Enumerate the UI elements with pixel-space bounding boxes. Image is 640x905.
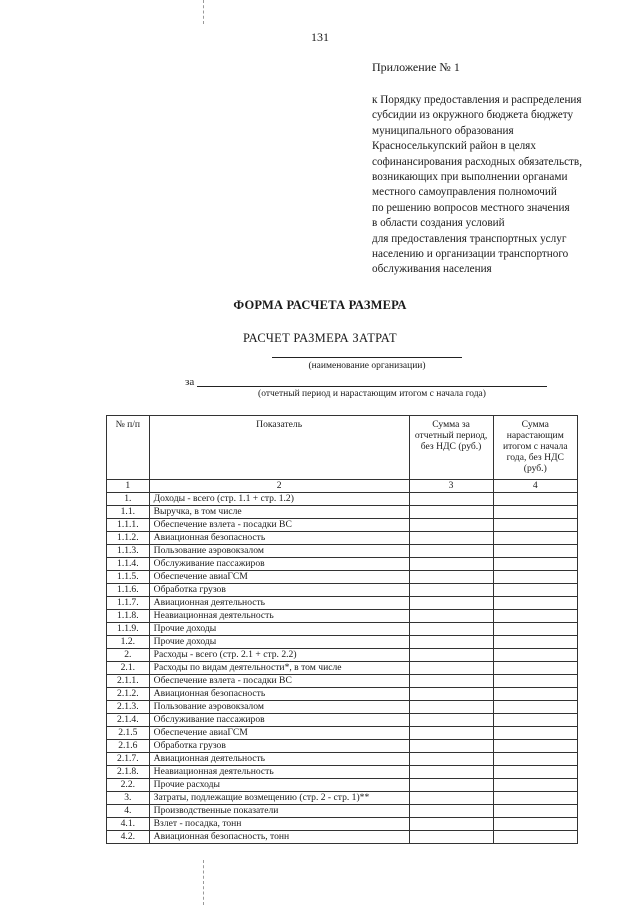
ytd-sum-cell[interactable] <box>493 766 577 779</box>
organization-caption: (наименование организации) <box>308 361 426 371</box>
table-row <box>107 805 578 818</box>
row-indicator: Обеспечение взлета - посадки ВС <box>149 675 409 688</box>
row-index: 2.1.7. <box>107 753 150 766</box>
row-index: 4.2. <box>107 831 150 844</box>
row-indicator: Выручка, в том числе <box>149 506 409 519</box>
column-number-row <box>107 480 578 493</box>
appendix-line: по решению вопросов местного значения <box>372 201 570 214</box>
appendix-line: субсидии из окружного бюджета бюджету <box>372 109 574 122</box>
row-index: 1.1.4. <box>107 558 150 571</box>
period-sum-cell[interactable] <box>409 636 493 649</box>
ytd-sum-cell[interactable] <box>493 519 577 532</box>
binding-mark-top <box>203 0 204 24</box>
ytd-sum-cell[interactable] <box>493 792 577 805</box>
row-index: 2. <box>107 649 150 662</box>
appendix-line: в области создания условий <box>372 217 505 230</box>
row-indicator: Прочие доходы <box>149 623 409 636</box>
row-index: 1. <box>107 493 150 506</box>
table-row <box>107 688 578 701</box>
row-index: 1.2. <box>107 636 150 649</box>
ytd-sum-cell[interactable] <box>493 506 577 519</box>
period-sum-cell[interactable] <box>409 831 493 844</box>
ytd-sum-cell[interactable] <box>493 623 577 636</box>
row-indicator: Обеспечение авиаГСМ <box>149 727 409 740</box>
period-sum-cell[interactable] <box>409 818 493 831</box>
period-sum-cell[interactable] <box>409 753 493 766</box>
table-row <box>107 675 578 688</box>
ytd-sum-cell[interactable] <box>493 571 577 584</box>
period-sum-cell[interactable] <box>409 584 493 597</box>
organization-name-line <box>272 357 462 358</box>
table-row <box>107 740 578 753</box>
row-index: 2.1.5 <box>107 727 150 740</box>
period-sum-cell[interactable] <box>409 727 493 740</box>
row-index: 2.1.8. <box>107 766 150 779</box>
row-indicator: Неавиационная деятельность <box>149 766 409 779</box>
period-sum-cell[interactable] <box>409 519 493 532</box>
table-row <box>107 766 578 779</box>
ytd-sum-cell[interactable] <box>493 636 577 649</box>
ytd-sum-cell[interactable] <box>493 649 577 662</box>
row-indicator: Авиационная безопасность <box>149 532 409 545</box>
table-row <box>107 831 578 844</box>
appendix-line: обслуживания населения <box>372 263 492 276</box>
row-index: 2.1.6 <box>107 740 150 753</box>
period-label: за <box>185 376 195 388</box>
row-index: 2.1.4. <box>107 714 150 727</box>
ytd-sum-cell[interactable] <box>493 805 577 818</box>
ytd-sum-cell[interactable] <box>493 493 577 506</box>
appendix-line: Красноселькупский район в целях <box>372 140 536 153</box>
header-ytd-sum: Сумма нарастающим итогом с начала года, без НДС (руб.) <box>493 416 577 480</box>
row-indicator: Обслуживание пассажиров <box>149 558 409 571</box>
form-title: ФОРМА РАСЧЕТА РАЗМЕРА <box>233 298 407 312</box>
column-number: 1 <box>107 480 150 493</box>
table-row <box>107 636 578 649</box>
period-sum-cell[interactable] <box>409 571 493 584</box>
ytd-sum-cell[interactable] <box>493 740 577 753</box>
row-index: 1.1.2. <box>107 532 150 545</box>
ytd-sum-cell[interactable] <box>493 818 577 831</box>
table-row <box>107 558 578 571</box>
binding-mark-bottom <box>203 860 204 905</box>
page-number: 131 <box>311 30 329 44</box>
period-sum-cell[interactable] <box>409 493 493 506</box>
period-sum-cell[interactable] <box>409 532 493 545</box>
table-row <box>107 701 578 714</box>
ytd-sum-cell[interactable] <box>493 545 577 558</box>
row-index: 1.1.5. <box>107 571 150 584</box>
table-row <box>107 649 578 662</box>
row-index: 1.1.6. <box>107 584 150 597</box>
ytd-sum-cell[interactable] <box>493 662 577 675</box>
appendix-line: возникающих при выполнении органами <box>372 171 568 184</box>
appendix-text <box>372 93 634 278</box>
table-row <box>107 519 578 532</box>
table-row <box>107 571 578 584</box>
ytd-sum-cell[interactable] <box>493 584 577 597</box>
period-caption: (отчетный период и нарастающим итогом с начала года) <box>258 389 486 399</box>
table-row <box>107 532 578 545</box>
table-header-row <box>107 416 578 480</box>
period-sum-cell[interactable] <box>409 688 493 701</box>
row-index: 2.1.3. <box>107 701 150 714</box>
table-row <box>107 545 578 558</box>
row-index: 1.1.7. <box>107 597 150 610</box>
row-indicator: Расходы по видам деятельности*, в том числе <box>149 662 409 675</box>
row-index: 2.1.2. <box>107 688 150 701</box>
ytd-sum-cell[interactable] <box>493 558 577 571</box>
header-period-sum: Сумма за отчетный период, без НДС (руб.) <box>409 416 493 480</box>
period-sum-cell[interactable] <box>409 597 493 610</box>
ytd-sum-cell[interactable] <box>493 532 577 545</box>
row-index: 1.1.3. <box>107 545 150 558</box>
row-indicator: Авиационная деятельность <box>149 597 409 610</box>
appendix-line: местного самоуправления полномочий <box>372 186 557 199</box>
period-sum-cell[interactable] <box>409 649 493 662</box>
table-row <box>107 506 578 519</box>
table-row <box>107 792 578 805</box>
row-index: 4. <box>107 805 150 818</box>
appendix-line: для предоставления транспортных услуг <box>372 232 567 245</box>
header-indicator: Показатель <box>149 416 409 480</box>
row-indicator: Обеспечение взлета - посадки ВС <box>149 519 409 532</box>
ytd-sum-cell[interactable] <box>493 714 577 727</box>
row-indicator: Пользование аэровокзалом <box>149 701 409 714</box>
table-row <box>107 662 578 675</box>
table-row <box>107 727 578 740</box>
table-row <box>107 610 578 623</box>
period-sum-cell[interactable] <box>409 740 493 753</box>
period-sum-cell[interactable] <box>409 792 493 805</box>
period-sum-cell[interactable] <box>409 701 493 714</box>
calculation-table <box>106 415 578 844</box>
period-line <box>197 386 547 387</box>
row-indicator: Авиационная деятельность <box>149 753 409 766</box>
row-indicator: Пользование аэровокзалом <box>149 545 409 558</box>
ytd-sum-cell[interactable] <box>493 610 577 623</box>
period-sum-cell[interactable] <box>409 779 493 792</box>
header-index: № п/п <box>107 416 150 480</box>
row-indicator: Взлет - посадка, тонн <box>149 818 409 831</box>
column-number: 2 <box>149 480 409 493</box>
row-index: 1.1. <box>107 506 150 519</box>
ytd-sum-cell[interactable] <box>493 779 577 792</box>
row-indicator: Авиационная безопасность <box>149 688 409 701</box>
period-sum-cell[interactable] <box>409 675 493 688</box>
period-sum-cell[interactable] <box>409 545 493 558</box>
ytd-sum-cell[interactable] <box>493 675 577 688</box>
row-index: 1.1.9. <box>107 623 150 636</box>
period-sum-cell[interactable] <box>409 610 493 623</box>
calc-title: РАСЧЕТ РАЗМЕРА ЗАТРАТ <box>243 331 397 345</box>
row-indicator: Доходы - всего (стр. 1.1 + стр. 1.2) <box>149 493 409 506</box>
period-sum-cell[interactable] <box>409 558 493 571</box>
row-indicator: Обработка грузов <box>149 584 409 597</box>
table-row <box>107 818 578 831</box>
appendix-line: муниципального образования <box>372 124 514 137</box>
ytd-sum-cell[interactable] <box>493 753 577 766</box>
row-index: 1.1.8. <box>107 610 150 623</box>
row-indicator: Затраты, подлежащие возмещению (стр. 2 - стр. 1)** <box>149 792 409 805</box>
row-index: 2.1.1. <box>107 675 150 688</box>
period-sum-cell[interactable] <box>409 766 493 779</box>
row-indicator: Прочие доходы <box>149 636 409 649</box>
row-indicator: Обслуживание пассажиров <box>149 714 409 727</box>
row-indicator: Обеспечение авиаГСМ <box>149 571 409 584</box>
ytd-sum-cell[interactable] <box>493 701 577 714</box>
table-row <box>107 779 578 792</box>
column-number: 3 <box>409 480 493 493</box>
row-index: 2.2. <box>107 779 150 792</box>
row-index: 4.1. <box>107 818 150 831</box>
appendix-line: софинансирования расходных обязательств, <box>372 155 583 168</box>
period-sum-cell[interactable] <box>409 623 493 636</box>
row-indicator: Расходы - всего (стр. 2.1 + стр. 2.2) <box>149 649 409 662</box>
appendix-line: населению и организации транспортного <box>372 248 569 261</box>
table-row <box>107 584 578 597</box>
row-index: 1.1.1. <box>107 519 150 532</box>
ytd-sum-cell[interactable] <box>493 727 577 740</box>
appendix-title: Приложение № 1 <box>372 60 460 74</box>
row-index: 2.1. <box>107 662 150 675</box>
period-sum-cell[interactable] <box>409 805 493 818</box>
column-number: 4 <box>493 480 577 493</box>
table-row <box>107 623 578 636</box>
period-sum-cell[interactable] <box>409 714 493 727</box>
period-sum-cell[interactable] <box>409 662 493 675</box>
row-indicator: Прочие расходы <box>149 779 409 792</box>
ytd-sum-cell[interactable] <box>493 688 577 701</box>
period-sum-cell[interactable] <box>409 506 493 519</box>
table-row <box>107 597 578 610</box>
table-row <box>107 493 578 506</box>
ytd-sum-cell[interactable] <box>493 831 577 844</box>
ytd-sum-cell[interactable] <box>493 597 577 610</box>
row-indicator: Производственные показатели <box>149 805 409 818</box>
table-row <box>107 753 578 766</box>
appendix-line: к Порядку предоставления и распределения <box>372 94 582 106</box>
row-indicator: Авиационная безопасность, тонн <box>149 831 409 844</box>
row-indicator: Обработка грузов <box>149 740 409 753</box>
row-indicator: Неавиационная деятельность <box>149 610 409 623</box>
row-index: 3. <box>107 792 150 805</box>
table-row <box>107 714 578 727</box>
